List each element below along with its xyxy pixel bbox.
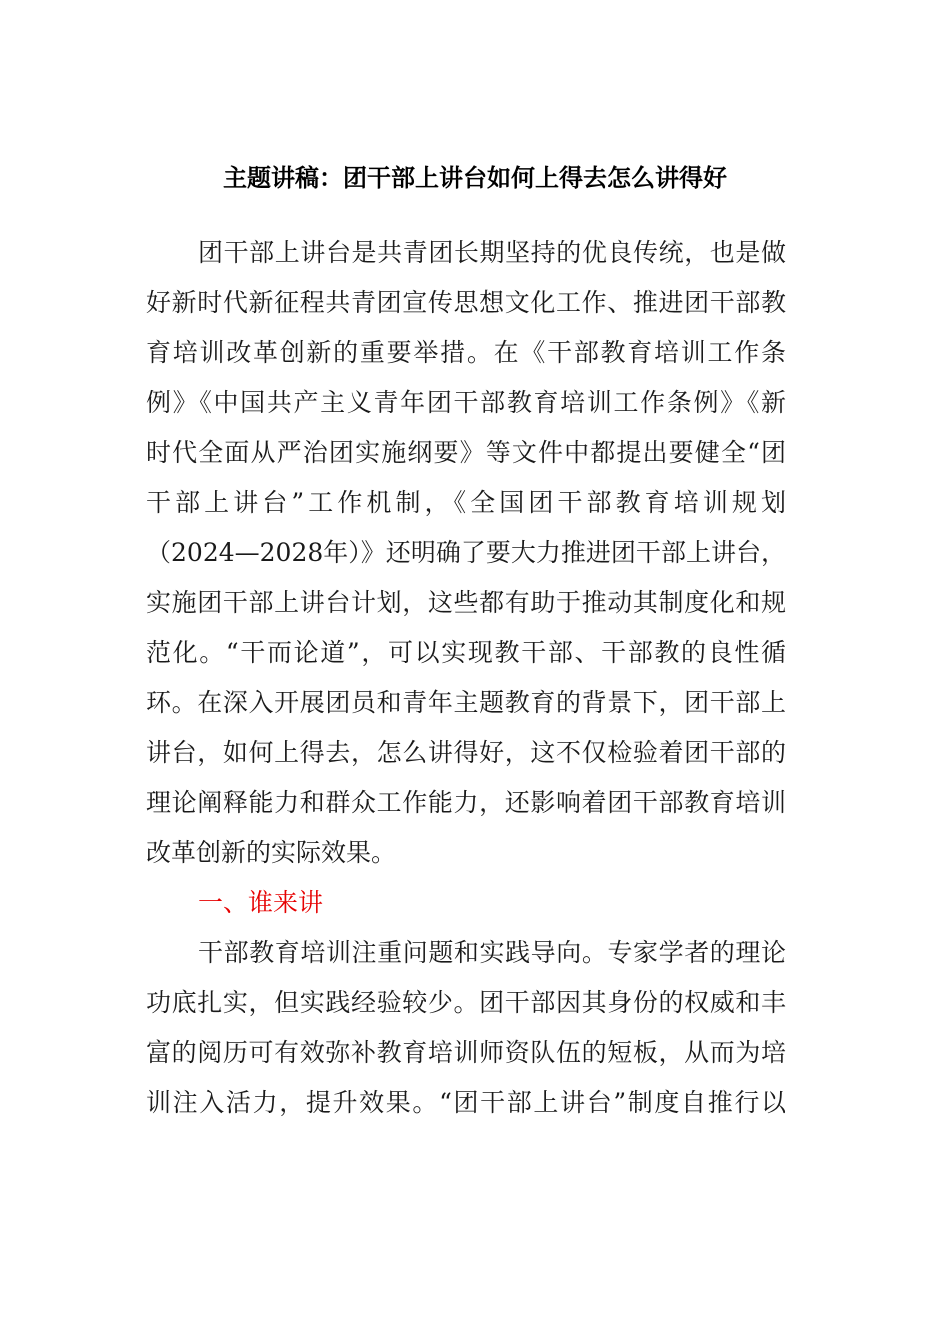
body-line: 理论阐释能力和群众工作能力，还影响着团干部教育培训 bbox=[146, 788, 786, 817]
document-body bbox=[146, 228, 786, 1128]
body-line: 实施团干部上讲台计划，这些都有助于推动其制度化和规 bbox=[146, 588, 786, 617]
body-line: 育培训改革创新的重要举措。在《干部教育培训工作条 bbox=[146, 338, 786, 367]
document-title: 主题讲稿：团干部上讲台如何上得去怎么讲得好 bbox=[223, 163, 727, 192]
body-line: 好新时代新征程共青团宣传思想文化工作、推进团干部教 bbox=[146, 288, 786, 317]
body-line: 训注入活力，提升效果。“团干部上讲台”制度自推行以 bbox=[146, 1088, 786, 1117]
body-line: 改革创新的实际效果。 bbox=[146, 838, 397, 867]
body-line: 环。在深入开展团员和青年主题教育的背景下，团干部上 bbox=[146, 688, 786, 717]
section-heading: 一、谁来讲 bbox=[198, 888, 324, 917]
body-line: （2024—2028年）》还明确了要大力推进团干部上讲台， bbox=[146, 538, 786, 567]
body-line: 例》《中国共产主义青年团干部教育培训工作条例》《新 bbox=[146, 388, 786, 417]
body-line: 讲台，如何上得去，怎么讲得好，这不仅检验着团干部的 bbox=[146, 738, 786, 767]
body-line: 时代全面从严治团实施纲要》等文件中都提出要健全“团 bbox=[146, 438, 786, 467]
body-line: 富的阅历可有效弥补教育培训师资队伍的短板，从而为培 bbox=[146, 1038, 786, 1067]
body-line: 干部上讲台”工作机制，《全国团干部教育培训规划 bbox=[146, 488, 786, 517]
body-line: 干部教育培训注重问题和实践导向。专家学者的理论 bbox=[198, 938, 786, 967]
body-line: 团干部上讲台是共青团长期坚持的优良传统，也是做 bbox=[198, 238, 786, 267]
body-line: 功底扎实，但实践经验较少。团干部因其身份的权威和丰 bbox=[146, 988, 786, 1017]
body-line: 范化。“干而论道”，可以实现教干部、干部教的良性循 bbox=[146, 638, 786, 667]
